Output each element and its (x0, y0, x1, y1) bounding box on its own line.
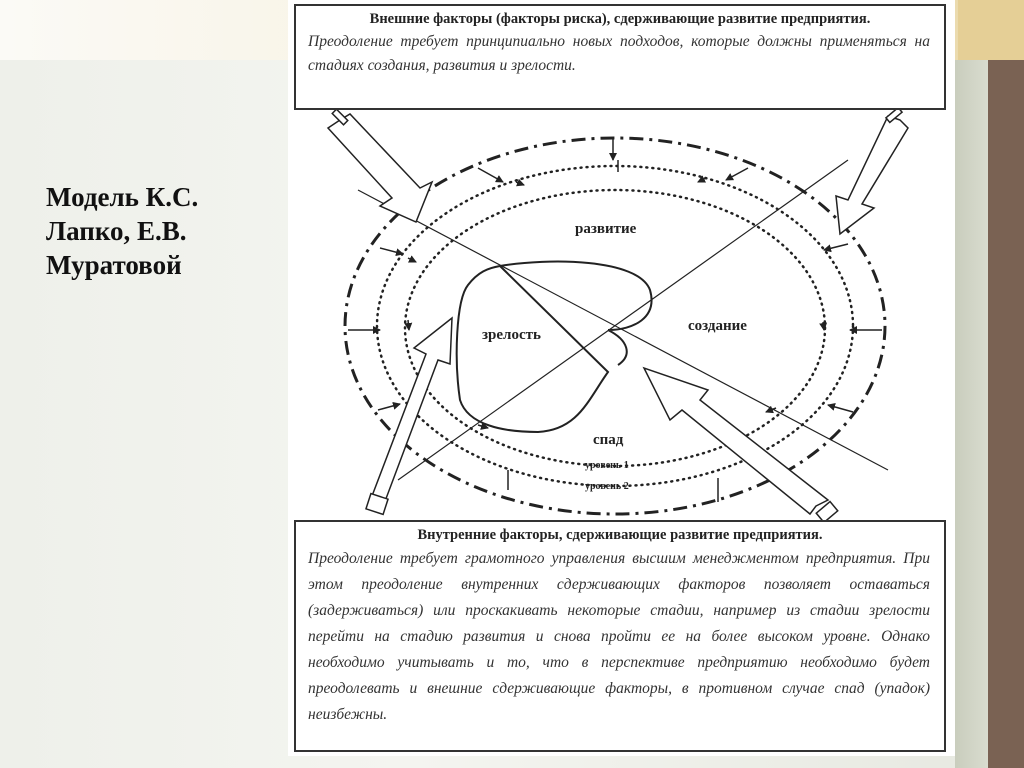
stage-decline-label: спад (593, 432, 624, 448)
right-decor-strip (955, 60, 988, 768)
external-arrow-right (836, 108, 908, 234)
external-arrow-left (328, 109, 432, 222)
external-factors-box (294, 4, 946, 110)
external-factors-heading: Внешние факторы (факторы риска), сдерживающие развитие предприятия. (369, 11, 871, 27)
slide-title: Модель К.С. Лапко, Е.В. Муратовой (46, 182, 199, 280)
right-decor-bar (988, 60, 1024, 768)
internal-arrow-right (644, 368, 838, 522)
inner-ring-arrows (408, 178, 824, 428)
level-2-label: уровень 2 (585, 481, 629, 492)
lifecycle-figure (288, 0, 955, 756)
maturity-curve (457, 262, 652, 432)
external-factors-text: Преодоление требует принципиально новых подходов, которые должны применяться на стадиях создания, развития и зрелости. (308, 33, 930, 74)
stage-creation-label: создание (688, 318, 747, 334)
top-accent-block (958, 0, 1024, 60)
internal-arrow-left (366, 318, 452, 514)
internal-factors-box (294, 520, 946, 752)
level-1-label: уровень 1 (585, 460, 629, 471)
stage-maturity-label: зрелость (482, 327, 541, 343)
internal-factors-text: Преодоление требует грамотного управления высшим менеджментом предприятия. При этом преодоление внутренних сдерживающих факторов позволяет оставаться (задерживаться) или проскакивать некоторые стадии, например из стадии зрелости перейти на стадию развития и снова пройти ее на более высоком уровне. Однако необходимо учитывать и то, что в перспективе предприятию необходимо будет преодолевать и внешние сдерживающие факторы, в противном случае спад (упадок) неизбежны. (308, 550, 930, 723)
internal-factors-heading: Внутренние факторы, сдерживающие развитие предприятия. (417, 527, 823, 543)
stage-development-label: развитие (575, 221, 637, 237)
